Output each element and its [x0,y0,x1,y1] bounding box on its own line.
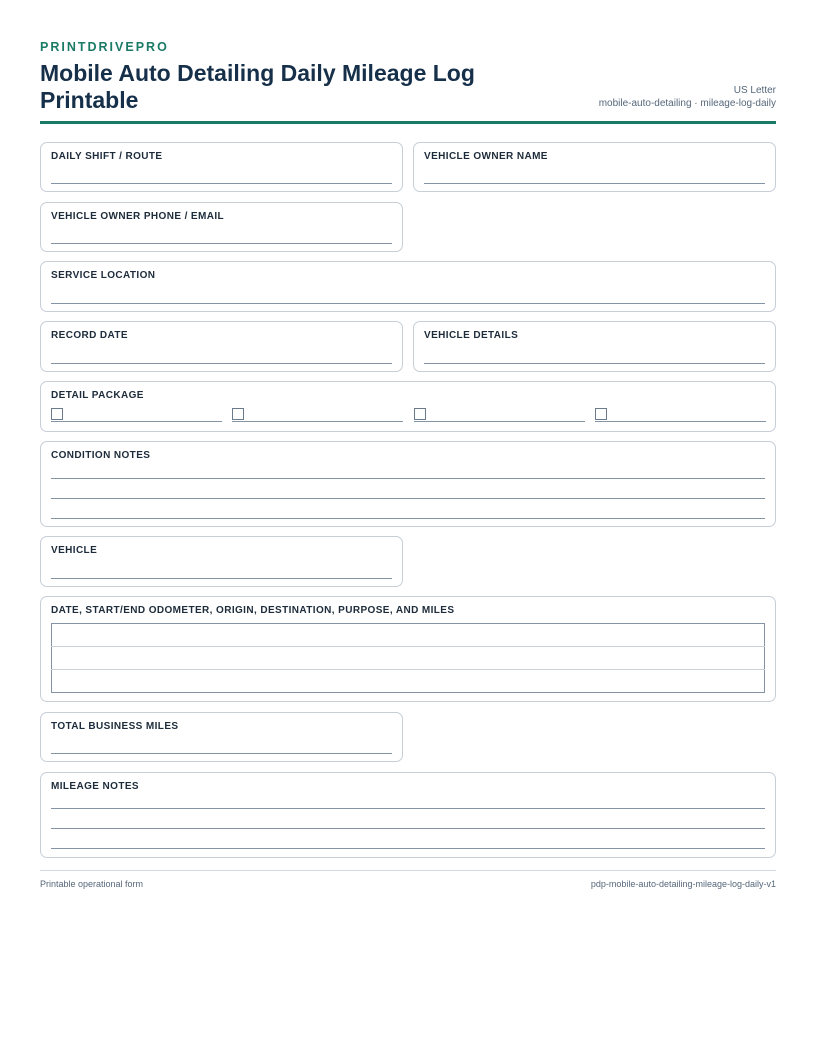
brand-name: PRINTDRIVEPRO [40,40,169,54]
write-line[interactable] [51,828,765,829]
write-line[interactable] [51,478,765,479]
field-label: TOTAL BUSINESS MILES [51,721,179,732]
write-line[interactable] [51,753,392,754]
checkbox[interactable] [232,408,244,420]
table-cell[interactable] [52,670,765,693]
header-meta [599,84,776,110]
field-record-date[interactable] [40,321,403,372]
write-line[interactable] [51,578,392,579]
form-slug: mobile-auto-detailing · mileage-log-daily [598,98,776,109]
checkbox[interactable] [595,408,607,420]
package-option-4[interactable] [595,408,766,422]
write-line[interactable] [51,518,765,519]
footer-rule [40,870,776,871]
field-vehicle-owner-contact[interactable] [40,202,403,252]
field-label: SERVICE LOCATION [51,270,156,281]
checkbox[interactable] [414,408,426,420]
mileage-grid [51,623,765,693]
write-line[interactable] [51,243,392,244]
field-label: VEHICLE OWNER NAME [424,151,548,162]
checkbox[interactable] [51,408,63,420]
footer-left: Printable operational form [40,879,144,889]
write-line[interactable] [424,183,765,184]
field-daily-shift-route[interactable] [40,142,403,192]
field-mileage-table [40,596,776,702]
field-detail-package [40,381,776,432]
field-vehicle[interactable] [40,536,403,587]
paper-size: US Letter [733,85,776,96]
field-label: VEHICLE [51,545,98,556]
field-label: DETAIL PACKAGE [51,390,144,401]
package-option-2[interactable] [232,408,403,422]
write-line[interactable] [424,363,765,364]
field-label: DATE, START/END ODOMETER, ORIGIN, DESTINATION, PURPOSE, AND MILES [51,605,455,616]
page-title: Mobile Auto Detailing Daily Mileage Log Printable [40,60,475,113]
field-label: RECORD DATE [51,330,128,341]
field-label: VEHICLE DETAILS [424,330,519,341]
write-line[interactable] [51,848,765,849]
field-service-location[interactable] [40,261,776,312]
header-rule [40,121,776,124]
field-total-business-miles[interactable] [40,712,403,762]
table-row[interactable] [52,647,765,670]
write-line[interactable] [51,498,765,499]
write-line[interactable] [51,183,392,184]
write-line[interactable] [51,303,765,304]
write-line[interactable] [51,808,765,809]
table-cell[interactable] [52,647,765,670]
write-line[interactable] [51,363,392,364]
field-condition-notes[interactable] [40,441,776,527]
field-mileage-notes[interactable] [40,772,776,858]
package-option-1[interactable] [51,408,222,422]
table-cell[interactable] [52,624,765,647]
table-row[interactable] [52,624,765,647]
field-vehicle-owner-name[interactable] [413,142,776,192]
field-label: DAILY SHIFT / ROUTE [51,151,163,162]
field-label: VEHICLE OWNER PHONE / EMAIL [51,211,225,222]
table-row[interactable] [52,670,765,693]
package-option-3[interactable] [414,408,585,422]
footer-right: pdp-mobile-auto-detailing-mileage-log-daily-v1 [590,879,776,889]
field-vehicle-details[interactable] [413,321,776,372]
field-label: MILEAGE NOTES [51,781,139,792]
field-label: CONDITION NOTES [51,450,151,461]
